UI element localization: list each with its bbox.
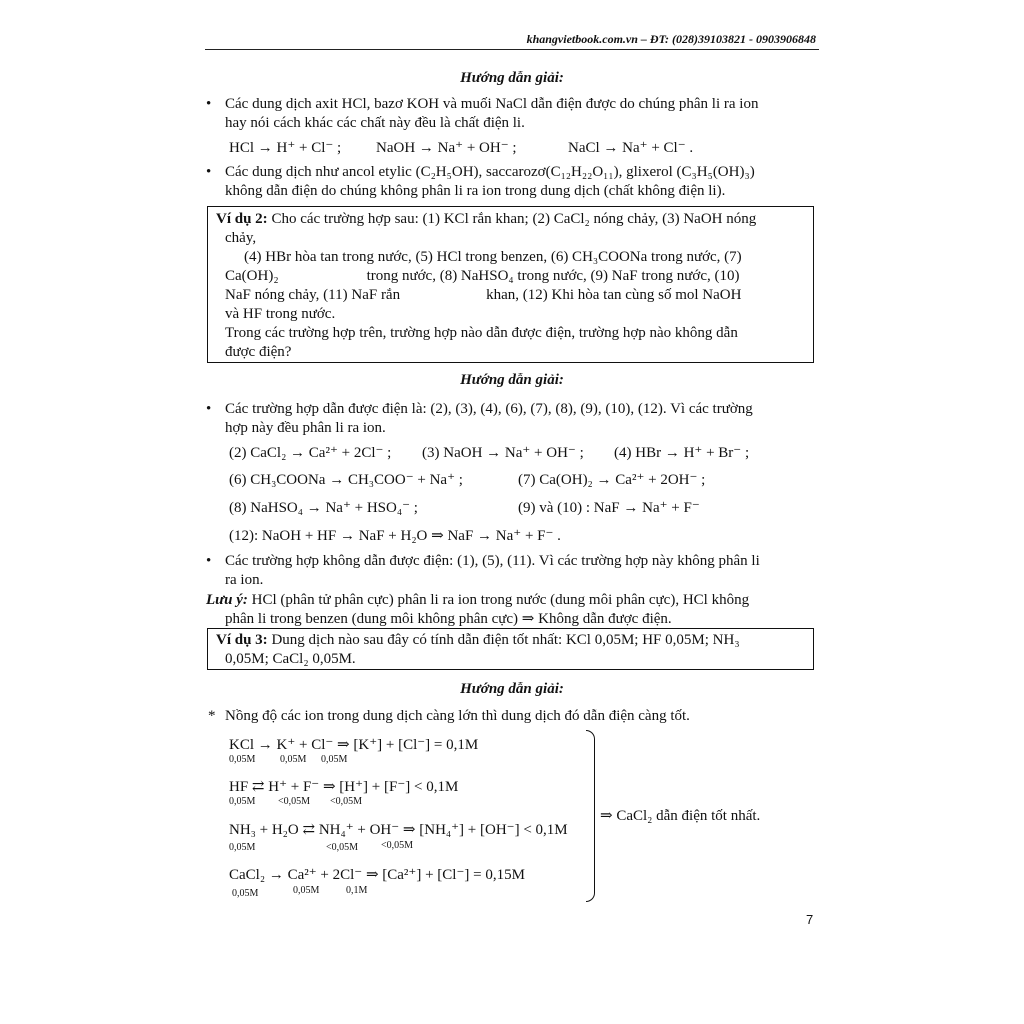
concentration-label: <0,05M	[326, 842, 359, 853]
conclusion: ⇒ CaCl₂ dẫn điện tốt nhất.	[600, 808, 761, 824]
equation: (8) NaHSO₄ → Na⁺ + HSO₄⁻ ;	[229, 500, 418, 516]
paragraph: Các dung dịch như ancol etylic (C₂H₅OH), saccarozơ(C₁₂H₂₂O₁₁), glixerol (C₃H₅(OH)₃) không dẫn điện do chúng không phân li ra ion trong dung dịch (chất không điện li).	[225, 164, 755, 199]
bullet-icon: •	[206, 164, 212, 180]
equation: NaOH → Na⁺ + OH⁻ ;	[376, 140, 517, 156]
equation: (7) Ca(OH)₂ → Ca²⁺ + 2OH⁻ ;	[518, 472, 706, 488]
bullet-icon: •	[206, 96, 212, 112]
asterisk-icon: *	[208, 708, 216, 724]
paragraph: Các dung dịch axit HCl, bazơ KOH và muối NaCl dẫn điện được do chúng phân li ra ion hay nói cách khác các chất này đều là chất điện li.	[225, 96, 759, 131]
concentration-label: <0,05M	[330, 796, 363, 807]
concentration-label: 0,05M	[232, 888, 259, 899]
page-header: khangvietbook.com.vn – ĐT: (028)39103821 - 0903906848	[526, 32, 816, 46]
section-heading: Hướng dẫn giải:	[460, 372, 564, 388]
concentration-label: 0,05M	[321, 754, 348, 765]
concentration-label: <0,05M	[278, 796, 311, 807]
example-text: Ví dụ 2: Cho các trường hợp sau: (1) KCl rắn khan; (2) CaCl₂ nóng chảy, (3) NaOH nóng chảy, (4) HBr hòa tan trong nước, (5) HCl trong benzen, (6) CH₃COONa trong nước, (7) Ca(OH)₂ trong nước, (8) NaHSO₄ trong nước, (9) NaF trong nước, (10) NaF nóng chảy, (11) NaF rắn khan, (12) Khi hòa tan cùng số mol NaOH và HF trong nước. Trong các trường hợp trên, trường hợp nào dẫn được điện, trường hợp nào không dẫn được điện?	[216, 211, 757, 360]
equation: CaCl₂ → Ca²⁺ + 2Cl⁻ ⇒ [Ca²⁺] + [Cl⁻] = 0,15M	[229, 867, 525, 883]
equation: (9) và (10) : NaF → Na⁺ + F⁻	[518, 500, 700, 516]
bullet-icon: •	[206, 401, 212, 417]
note-paragraph: Lưu ý: HCl (phân tử phân cực) phân li ra ion trong nước (dung môi phân cực), HCl không phân li trong benzen (dung môi không phân cực) ⇒ Không dẫn được điện.	[206, 592, 750, 627]
equation: HF ⇄ H⁺ + F⁻ ⇒ [H⁺] + [F⁻] < 0,1M	[229, 779, 459, 795]
paragraph: Các trường hợp dẫn được điện là: (2), (3), (4), (6), (7), (8), (9), (10), (12). Vì các trường hợp này đều phân li ra ion.	[225, 401, 753, 436]
concentration-label: 0,05M	[229, 842, 256, 853]
equation: (2) CaCl₂ → Ca²⁺ + 2Cl⁻ ;	[229, 445, 392, 461]
concentration-label: <0,05M	[381, 840, 414, 851]
concentration-label: 0,05M	[280, 754, 307, 765]
equation: (4) HBr → H⁺ + Br⁻ ;	[614, 445, 750, 461]
section-heading: Hướng dẫn giải:	[460, 681, 564, 697]
equation: KCl → K⁺ + Cl⁻ ⇒ [K⁺] + [Cl⁻] = 0,1M	[229, 737, 479, 753]
equation: HCl → H⁺ + Cl⁻ ;	[229, 140, 342, 156]
equation: (6) CH₃COONa → CH₃COO⁻ + Na⁺ ;	[229, 472, 463, 488]
header-divider	[205, 49, 819, 50]
equation: (12): NaOH + HF → NaF + H₂O ⇒ NaF → Na⁺ + F⁻ .	[229, 528, 561, 544]
section-heading: Hướng dẫn giải:	[460, 70, 564, 86]
paragraph: Nồng độ các ion trong dung dịch càng lớn thì dung dịch đó dẫn điện càng tốt.	[225, 708, 690, 724]
bullet-icon: •	[206, 553, 212, 569]
equation: NH₃ + H₂O ⇄ NH₄⁺ + OH⁻ ⇒ [NH₄⁺] + [OH⁻] < 0,1M	[229, 822, 568, 838]
equation: (3) NaOH → Na⁺ + OH⁻ ;	[422, 445, 584, 461]
concentration-label: 0,05M	[229, 754, 256, 765]
page-number: 7	[806, 912, 814, 927]
example-text: Ví dụ 3: Dung dịch nào sau đây có tính dẫn điện tốt nhất: KCl 0,05M; HF 0,05M; NH₃ 0,05M; CaCl₂ 0,05M.	[216, 632, 740, 667]
right-brace	[586, 730, 595, 902]
concentration-label: 0,05M	[229, 796, 256, 807]
concentration-label: 0,1M	[346, 885, 368, 896]
paragraph: Các trường hợp không dẫn được điện: (1), (5), (11). Vì các trường hợp này không phân li ra ion.	[225, 553, 760, 588]
concentration-label: 0,05M	[293, 885, 320, 896]
equation: NaCl → Na⁺ + Cl⁻ .	[568, 140, 694, 156]
